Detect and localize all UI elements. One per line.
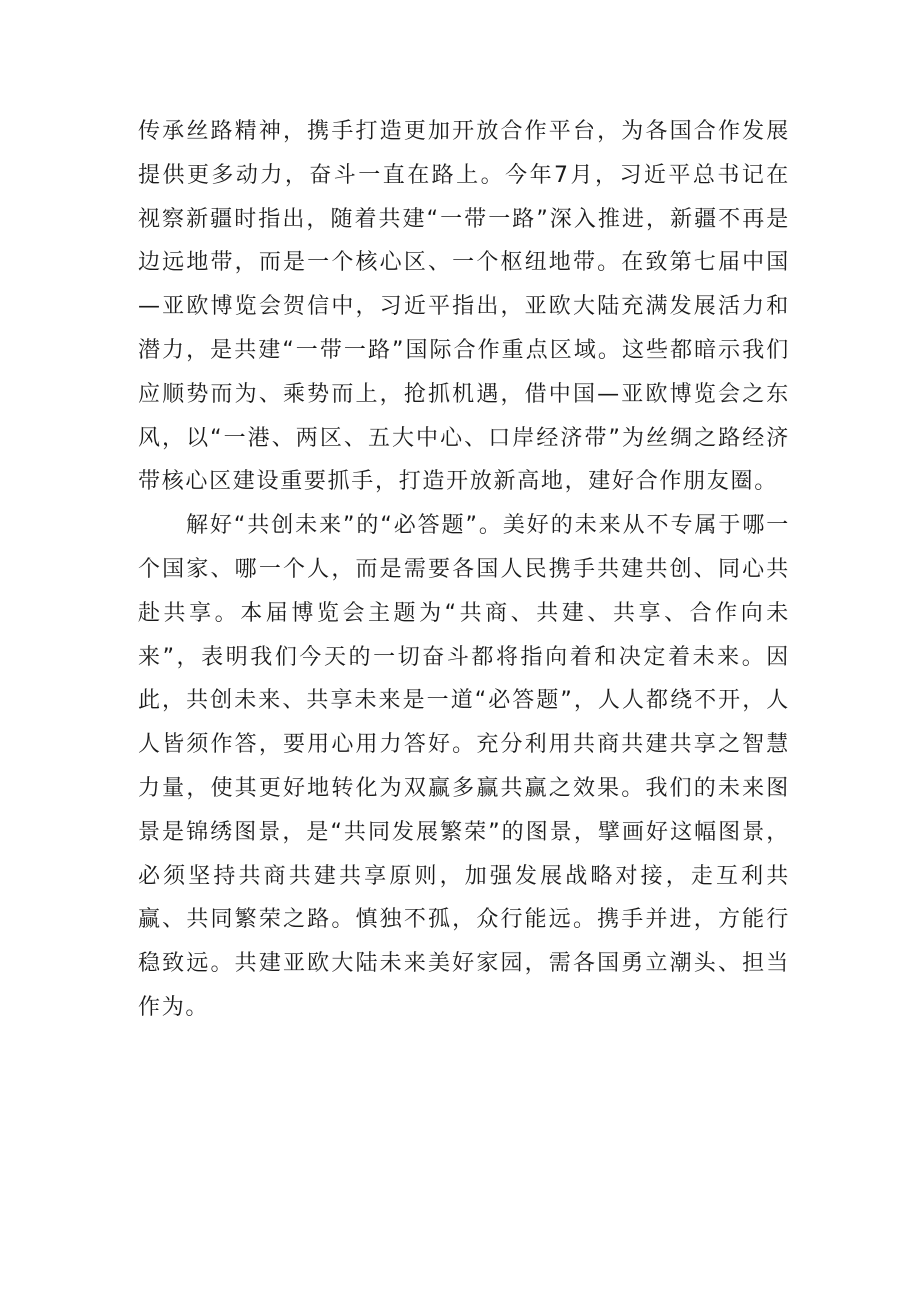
paragraph-continuation: 传承丝路精神，携手打造更加开放合作平台，为各国合作发展提供更多动力，奋斗一直在路上。今年7月，习近平总书记在视察新疆时指出，随着共建“一带一路”深入推进，新疆不再是边远地带，而是一个核心区、一个枢纽地带。在致第七届中国—亚欧博览会贺信中，习近平指出，亚欧大陆充满发展活力和潜力，是共建“一带一路”国际合作重点区域。这些都暗示我们应顺势而为、乘势而上，抢抓机遇，借中国—亚欧博览会之东风，以“一港、两区、五大中心、口岸经济带”为丝绸之路经济带核心区建设重要抓手，打造开放新高地，建好合作朋友圈。 [138,119,790,495]
paragraph-common-future: 解好“共创未来”的“必答题”。美好的未来从不专属于哪一个国家、哪一个人，而是需要各国人民携手共建共创、同心共赴共享。本届博览会主题为“共商、共建、共享、合作向未来”，表明我们今天的一切奋斗都将指向着和决定着未来。因此，共创未来、共享未来是一道“必答题”，人人都绕不开，人人皆须作答，要用心用力答好。充分利用共商共建共享之智慧力量，使其更好地转化为双赢多赢共赢之效果。我们的未来图景是锦绣图景，是“共同发展繁荣”的图景，擘画好这幅图景，必须坚持共商共建共享原则，加强发展战略对接，走互利共赢、共同繁荣之路。慎独不孤，众行能远。携手并进，方能行稳致远。共建亚欧大陆未来美好家园，需各国勇立潮头、担当作为。 [138,513,790,1020]
document-body [138,110,790,1030]
